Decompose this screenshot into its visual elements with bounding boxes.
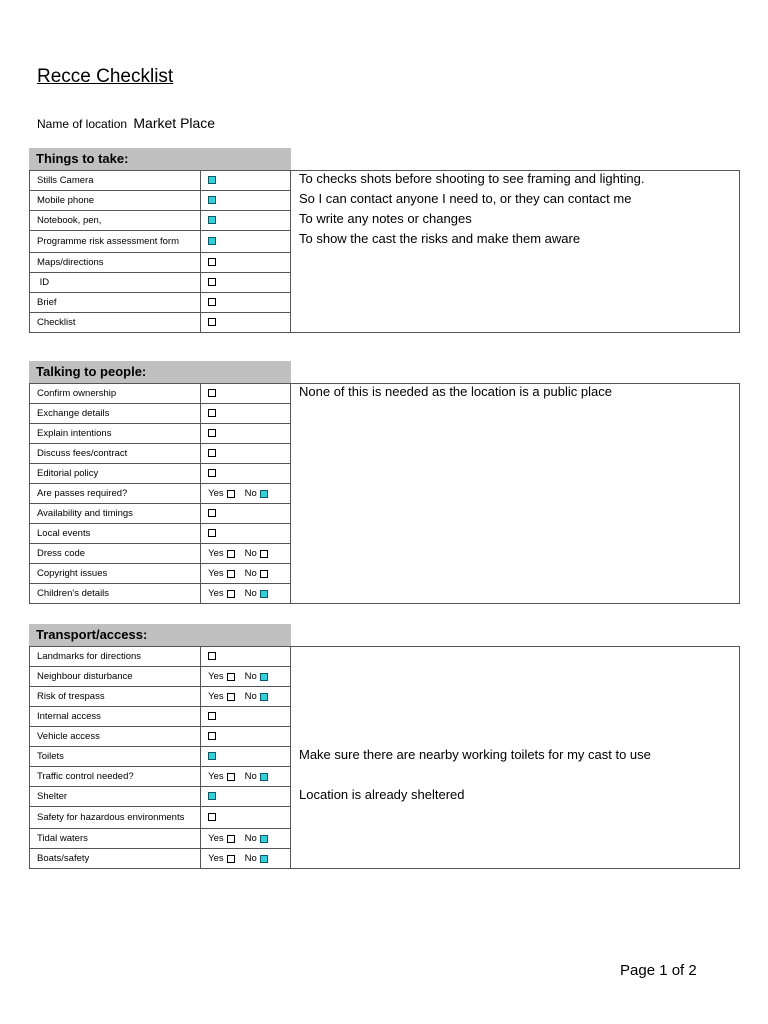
item-label: Shelter — [30, 787, 201, 807]
section-talking-to-people — [29, 361, 740, 604]
yes-label: Yes — [208, 588, 224, 599]
checklist-row — [30, 484, 291, 504]
no-checkbox[interactable] — [260, 835, 268, 843]
checklist-row — [30, 231, 291, 253]
item-checkbox[interactable] — [208, 813, 216, 821]
item-check-cell — [201, 647, 291, 667]
item-checkbox[interactable] — [208, 237, 216, 245]
yes-label: Yes — [208, 671, 224, 682]
item-check-cell — [201, 171, 291, 191]
note-text: To show the cast the risks and make them aware — [299, 231, 581, 246]
checklist-row — [30, 444, 291, 464]
item-label: Internal access — [30, 707, 201, 727]
item-checkbox[interactable] — [208, 652, 216, 660]
checklist-row — [30, 667, 291, 687]
checklist-row — [30, 584, 291, 604]
item-label: Boats/safety — [30, 849, 201, 869]
item-check-cell — [201, 747, 291, 767]
item-checkbox[interactable] — [208, 318, 216, 326]
no-label: No — [244, 833, 257, 844]
item-label: Local events — [30, 524, 201, 544]
item-label: Availability and timings — [30, 504, 201, 524]
checklist-table — [29, 646, 291, 869]
no-label: No — [244, 853, 257, 864]
checklist-row — [30, 707, 291, 727]
item-label: Dress code — [30, 544, 201, 564]
item-checkbox[interactable] — [208, 469, 216, 477]
item-label: Programme risk assessment form — [30, 231, 201, 253]
item-check-cell — [201, 384, 291, 404]
item-check-cell — [201, 504, 291, 524]
yes-checkbox[interactable] — [227, 490, 235, 498]
checklist-row — [30, 404, 291, 424]
yes-label: Yes — [208, 833, 224, 844]
location-value: Market Place — [133, 115, 216, 131]
no-checkbox[interactable] — [260, 855, 268, 863]
section-heading: Things to take: — [29, 148, 291, 170]
no-label: No — [244, 771, 257, 782]
checklist-row — [30, 464, 291, 484]
no-label: No — [244, 548, 257, 559]
item-check-cell — [201, 584, 291, 604]
item-label: Editorial policy — [30, 464, 201, 484]
item-check-cell — [201, 829, 291, 849]
checklist-row — [30, 767, 291, 787]
no-checkbox[interactable] — [260, 773, 268, 781]
section-body — [29, 646, 740, 869]
item-check-cell — [201, 707, 291, 727]
item-check-cell — [201, 444, 291, 464]
item-checkbox[interactable] — [208, 529, 216, 537]
checklist-row — [30, 313, 291, 333]
page-title: Recce Checklist — [37, 66, 174, 87]
note-text: Location is already sheltered — [299, 787, 465, 802]
item-checkbox[interactable] — [208, 298, 216, 306]
checklist-row — [30, 829, 291, 849]
yes-no-group — [208, 853, 268, 864]
item-checkbox[interactable] — [208, 792, 216, 800]
item-label: Children's details — [30, 584, 201, 604]
checklist-row — [30, 293, 291, 313]
item-label: ID — [30, 273, 201, 293]
checklist-row — [30, 524, 291, 544]
checklist-row — [30, 211, 291, 231]
yes-no-group — [208, 833, 268, 844]
note-text: Make sure there are nearby working toilets for my cast to use — [299, 747, 651, 762]
yes-checkbox[interactable] — [227, 590, 235, 598]
yes-checkbox[interactable] — [227, 773, 235, 781]
item-check-cell — [201, 484, 291, 504]
checklist-row — [30, 253, 291, 273]
yes-no-group — [208, 671, 268, 682]
no-label: No — [244, 488, 257, 499]
yes-no-group — [208, 771, 268, 782]
yes-no-group — [208, 568, 268, 579]
item-label: Risk of trespass — [30, 687, 201, 707]
note-text: To write any notes or changes — [299, 211, 472, 226]
item-label: Stills Camera — [30, 171, 201, 191]
no-label: No — [244, 568, 257, 579]
item-check-cell — [201, 787, 291, 807]
yes-label: Yes — [208, 691, 224, 702]
item-label: Mobile phone — [30, 191, 201, 211]
section-body — [29, 383, 740, 604]
notes-panel — [290, 383, 740, 604]
item-label: Copyright issues — [30, 564, 201, 584]
item-checkbox[interactable] — [208, 712, 216, 720]
item-checkbox[interactable] — [208, 196, 216, 204]
checklist-row — [30, 727, 291, 747]
yes-label: Yes — [208, 488, 224, 499]
checklist-row — [30, 807, 291, 829]
item-label: Explain intentions — [30, 424, 201, 444]
checklist-row — [30, 424, 291, 444]
checklist-row — [30, 564, 291, 584]
item-check-cell — [201, 767, 291, 787]
item-label: Traffic control needed? — [30, 767, 201, 787]
yes-label: Yes — [208, 853, 224, 864]
no-checkbox[interactable] — [260, 570, 268, 578]
item-check-cell — [201, 687, 291, 707]
no-checkbox[interactable] — [260, 590, 268, 598]
yes-checkbox[interactable] — [227, 693, 235, 701]
item-label: Landmarks for directions — [30, 647, 201, 667]
item-label: Maps/directions — [30, 253, 201, 273]
item-checkbox[interactable] — [208, 449, 216, 457]
item-label: Checklist — [30, 313, 201, 333]
no-checkbox[interactable] — [260, 550, 268, 558]
section-transport-access — [29, 624, 740, 869]
item-check-cell — [201, 211, 291, 231]
item-check-cell — [201, 667, 291, 687]
checklist-row — [30, 747, 291, 767]
checklist-row — [30, 849, 291, 869]
notes-panel — [290, 170, 740, 333]
page-number: Page 1 of 2 — [620, 962, 697, 979]
yes-checkbox[interactable] — [227, 673, 235, 681]
item-check-cell — [201, 293, 291, 313]
item-label: Tidal waters — [30, 829, 201, 849]
yes-label: Yes — [208, 568, 224, 579]
notes-panel — [290, 646, 740, 869]
item-checkbox[interactable] — [208, 278, 216, 286]
item-label: Safety for hazardous environments — [30, 807, 201, 829]
item-check-cell — [201, 424, 291, 444]
item-check-cell — [201, 849, 291, 869]
yes-checkbox[interactable] — [227, 835, 235, 843]
no-label: No — [244, 671, 257, 682]
item-check-cell — [201, 313, 291, 333]
checklist-row — [30, 687, 291, 707]
section-heading: Talking to people: — [29, 361, 291, 383]
yes-no-group — [208, 548, 268, 559]
item-check-cell — [201, 231, 291, 253]
item-check-cell — [201, 253, 291, 273]
item-check-cell — [201, 273, 291, 293]
item-label: Confirm ownership — [30, 384, 201, 404]
checklist-row — [30, 504, 291, 524]
item-label: Notebook, pen, — [30, 211, 201, 231]
section-things-to-take — [29, 148, 740, 333]
checklist-table — [29, 170, 291, 333]
location-line — [37, 115, 215, 131]
item-check-cell — [201, 524, 291, 544]
no-checkbox[interactable] — [260, 490, 268, 498]
item-label: Are passes required? — [30, 484, 201, 504]
item-check-cell — [201, 404, 291, 424]
no-label: No — [244, 588, 257, 599]
note-text: So I can contact anyone I need to, or they can contact me — [299, 191, 632, 206]
item-label: Toilets — [30, 747, 201, 767]
item-label: Brief — [30, 293, 201, 313]
item-checkbox[interactable] — [208, 509, 216, 517]
checklist-row — [30, 544, 291, 564]
item-checkbox[interactable] — [208, 258, 216, 266]
checklist-row — [30, 787, 291, 807]
item-label: Vehicle access — [30, 727, 201, 747]
yes-no-group — [208, 691, 268, 702]
note-text: None of this is needed as the location is a public place — [299, 384, 612, 399]
checklist-row — [30, 273, 291, 293]
yes-label: Yes — [208, 548, 224, 559]
item-checkbox[interactable] — [208, 389, 216, 397]
item-check-cell — [201, 727, 291, 747]
yes-no-group — [208, 588, 268, 599]
note-text: To checks shots before shooting to see framing and lighting. — [299, 171, 645, 186]
item-checkbox[interactable] — [208, 216, 216, 224]
no-checkbox[interactable] — [260, 673, 268, 681]
yes-no-group — [208, 488, 268, 499]
item-label: Exchange details — [30, 404, 201, 424]
section-body — [29, 170, 740, 333]
item-checkbox[interactable] — [208, 752, 216, 760]
item-checkbox[interactable] — [208, 429, 216, 437]
yes-checkbox[interactable] — [227, 570, 235, 578]
item-check-cell — [201, 544, 291, 564]
yes-checkbox[interactable] — [227, 855, 235, 863]
checklist-row — [30, 647, 291, 667]
item-check-cell — [201, 464, 291, 484]
checklist-row — [30, 384, 291, 404]
yes-label: Yes — [208, 771, 224, 782]
section-heading: Transport/access: — [29, 624, 291, 646]
location-label: Name of location — [37, 117, 128, 131]
item-checkbox[interactable] — [208, 176, 216, 184]
checklist-table — [29, 383, 291, 604]
checklist-row — [30, 171, 291, 191]
item-label: Neighbour disturbance — [30, 667, 201, 687]
item-checkbox[interactable] — [208, 409, 216, 417]
item-label: Discuss fees/contract — [30, 444, 201, 464]
checklist-row — [30, 191, 291, 211]
item-checkbox[interactable] — [208, 732, 216, 740]
no-checkbox[interactable] — [260, 693, 268, 701]
item-check-cell — [201, 807, 291, 829]
yes-checkbox[interactable] — [227, 550, 235, 558]
no-label: No — [244, 691, 257, 702]
item-check-cell — [201, 564, 291, 584]
item-check-cell — [201, 191, 291, 211]
